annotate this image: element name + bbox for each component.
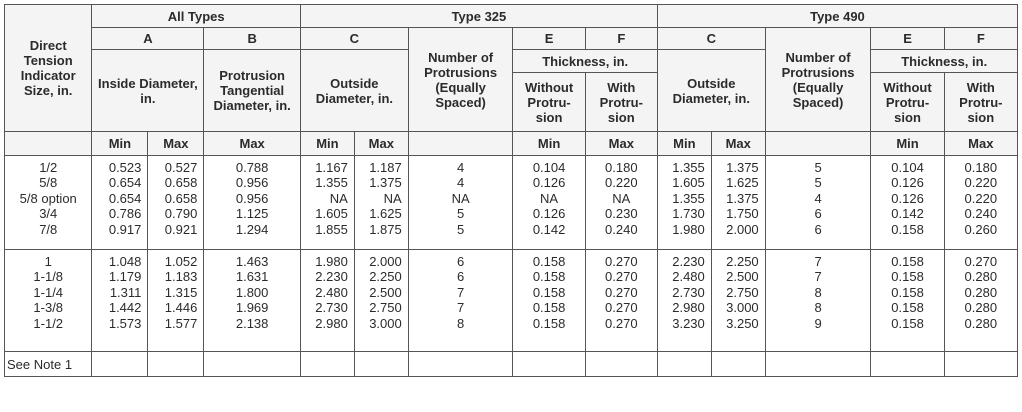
size-cell: [5, 156, 92, 250]
cell-value: 1-3/8: [33, 300, 64, 316]
header-max-c-490: Max: [711, 132, 765, 156]
size-cell: [5, 250, 92, 352]
cell-value: 0.523: [108, 160, 142, 175]
cell-value: 1.355: [315, 175, 348, 191]
table-group: [5, 156, 1018, 250]
cell-value: 7: [814, 254, 822, 269]
cell-value: 2.230: [672, 254, 705, 269]
cell-value: 0.280: [964, 315, 998, 331]
c490-min-cell: [657, 250, 711, 352]
cell-value: 1.625: [726, 175, 759, 191]
cell-value: 0.220: [964, 175, 998, 191]
header-max-a: Max: [148, 132, 204, 156]
dti-spec-table-wrapper: [4, 4, 1018, 410]
cell-value: 0.280: [964, 269, 998, 285]
cell-value: 2.980: [315, 315, 348, 331]
cell-value: 2.750: [726, 284, 759, 300]
cell-value: 1.573: [108, 315, 142, 331]
cell-value: 0.956: [235, 175, 269, 191]
e490-min-cell: [871, 250, 944, 352]
header-max-f-490: Max: [944, 132, 1017, 156]
cell-value: 0.240: [605, 221, 638, 237]
cell-value: 0.126: [891, 175, 924, 191]
cell-value: 2.500: [369, 284, 402, 300]
note-empty-cell: [585, 352, 657, 377]
cell-value: 0.270: [605, 254, 638, 269]
cell-value: 0.658: [164, 175, 198, 191]
cell-value: 0.180: [964, 160, 998, 175]
cell-value: 2.250: [726, 254, 759, 269]
cell-value: 5/8: [39, 175, 58, 191]
cell-value: 1.969: [235, 300, 269, 316]
e490-min-cell: [871, 156, 944, 250]
b-max-cell: [204, 156, 301, 250]
cell-value: 0.270: [605, 300, 638, 316]
cell-value: 0.104: [532, 160, 566, 175]
cell-value: 1.577: [164, 315, 198, 331]
header-all-types: All Types: [92, 5, 301, 28]
cell-value: 1.355: [672, 160, 705, 175]
cell-value: 2.000: [726, 221, 759, 237]
c490-min-cell: [657, 156, 711, 250]
cell-value: 2.730: [315, 300, 348, 316]
cell-value: 1/2: [39, 160, 58, 175]
cell-value: 1.183: [164, 269, 198, 285]
cell-value: 1.311: [109, 284, 142, 300]
header-min-e-325: Min: [513, 132, 585, 156]
cell-value: 0.142: [532, 221, 566, 237]
cell-value: 0.158: [891, 284, 924, 300]
header-thickness-490: Thickness, in.: [871, 50, 1018, 73]
cell-value: 2.480: [672, 269, 705, 285]
header-col-c-490: C: [657, 28, 765, 50]
note-empty-cell: [657, 352, 711, 377]
cell-value: 2.480: [315, 284, 348, 300]
a-min-cell: [92, 250, 148, 352]
cell-value: 0.220: [605, 175, 638, 191]
a-min-cell: [92, 156, 148, 250]
header-max-f-325: Max: [585, 132, 657, 156]
note-empty-cell: [148, 352, 204, 377]
cell-value: 3.000: [369, 315, 402, 331]
header-type-325: Type 325: [300, 5, 657, 28]
cell-value: 0.142: [891, 206, 924, 222]
c325-min-cell: [300, 156, 354, 250]
header-inside-diameter: Inside Diameter, in.: [92, 50, 204, 132]
cell-value: 0.158: [891, 315, 924, 331]
cell-value: 0.270: [964, 254, 998, 269]
cell-value: 1.355: [672, 190, 705, 206]
note-empty-cell: [204, 352, 301, 377]
header-outside-diameter-490: Outside Diameter, in.: [657, 50, 765, 132]
cell-value: NA: [540, 190, 559, 206]
cell-value: 6: [456, 269, 465, 285]
note-cell: See Note 1: [5, 352, 92, 377]
cell-value: 1.125: [235, 206, 269, 222]
cell-value: 1-1/2: [33, 315, 64, 331]
f490-max-cell: [944, 156, 1017, 250]
cell-value: 5/8 option: [19, 190, 77, 206]
header-max-c-325: Max: [354, 132, 408, 156]
cell-value: 1-1/4: [33, 284, 64, 300]
cell-value: 7/8: [39, 221, 58, 237]
c490-max-cell: [711, 156, 765, 250]
header-col-e-325: E: [513, 28, 585, 50]
cell-value: 5: [814, 160, 822, 175]
cell-value: 0.158: [532, 315, 566, 331]
cell-value: 0.527: [164, 160, 198, 175]
header-min-max-spacer: [5, 132, 92, 156]
cell-value: 0.158: [532, 284, 566, 300]
cell-value: 0.158: [891, 254, 924, 269]
cell-value: 6: [814, 221, 822, 237]
cell-value: 1.375: [726, 190, 759, 206]
cell-value: 9: [814, 315, 822, 331]
note-empty-cell: [871, 352, 944, 377]
note-empty-cell: [300, 352, 354, 377]
cell-value: 2.500: [726, 269, 759, 285]
note-row: [5, 352, 1018, 377]
cell-value: 1.800: [235, 284, 269, 300]
cell-value: 1.052: [164, 254, 198, 269]
cell-value: 0.158: [532, 269, 566, 285]
cell-value: 6: [456, 254, 465, 269]
note-empty-cell: [354, 352, 408, 377]
cell-value: 0.654: [108, 175, 142, 191]
cell-value: 1.167: [315, 160, 348, 175]
f325-max-cell: [585, 250, 657, 352]
c325-max-cell: [354, 250, 408, 352]
header-col-b: B: [204, 28, 301, 50]
cell-value: 0.280: [964, 300, 998, 316]
cell-value: 0.158: [891, 300, 924, 316]
header-with-protrusion-325: With Protru- sion: [585, 73, 657, 132]
cell-value: 6: [814, 206, 822, 222]
header-col-e-490: E: [871, 28, 944, 50]
cell-value: 1.875: [369, 221, 402, 237]
header-min-c-325: Min: [300, 132, 354, 156]
header-num-protrusions-325: Number of Protrusions (Equally Spaced): [408, 28, 513, 132]
cell-value: 0.270: [605, 284, 638, 300]
cell-value: 2.000: [369, 254, 402, 269]
cell-value: 0.658: [164, 190, 198, 206]
header-thickness-325: Thickness, in.: [513, 50, 657, 73]
header-col-f-490: F: [944, 28, 1017, 50]
cell-value: 8: [814, 284, 822, 300]
n490-cell: [765, 156, 871, 250]
cell-value: 0.220: [964, 190, 998, 206]
cell-value: 0.260: [964, 221, 998, 237]
cell-value: 0.158: [891, 269, 924, 285]
cell-value: 1.179: [108, 269, 142, 285]
note-empty-cell: [711, 352, 765, 377]
header-without-protrusion-490: Without Protru- sion: [871, 73, 944, 132]
cell-value: 0.788: [235, 160, 269, 175]
cell-value: 0.790: [164, 206, 198, 222]
cell-value: 0.786: [108, 206, 142, 222]
n325-cell: [408, 250, 513, 352]
note-empty-cell: [408, 352, 513, 377]
b-max-cell: [204, 250, 301, 352]
header-without-protrusion-325: Without Protru- sion: [513, 73, 585, 132]
cell-value: 1.625: [369, 206, 402, 222]
note-empty-cell: [944, 352, 1017, 377]
cell-value: 0.270: [605, 315, 638, 331]
cell-value: 0.180: [605, 160, 638, 175]
cell-value: 0.126: [532, 206, 566, 222]
cell-value: 1.442: [108, 300, 142, 316]
cell-value: 0.230: [605, 206, 638, 222]
cell-value: 1.631: [235, 269, 269, 285]
cell-value: 3.230: [672, 315, 705, 331]
c325-max-cell: [354, 156, 408, 250]
cell-value: NA: [329, 190, 348, 206]
cell-value: 7: [456, 300, 465, 316]
cell-value: 0.158: [891, 221, 924, 237]
cell-value: 0.104: [891, 160, 924, 175]
cell-value: 1.750: [726, 206, 759, 222]
cell-value: 3.000: [726, 300, 759, 316]
cell-value: 1.375: [369, 175, 402, 191]
header-min-a: Min: [92, 132, 148, 156]
a-max-cell: [148, 156, 204, 250]
cell-value: 1.187: [369, 160, 402, 175]
cell-value: 0.158: [532, 254, 566, 269]
cell-value: 4: [456, 175, 465, 191]
c325-min-cell: [300, 250, 354, 352]
note-empty-cell: [92, 352, 148, 377]
cell-value: 0.921: [164, 221, 198, 237]
cell-value: 1.980: [672, 221, 705, 237]
header-col-f-325: F: [585, 28, 657, 50]
header-type-490: Type 490: [657, 5, 1017, 28]
c490-max-cell: [711, 250, 765, 352]
cell-value: 4: [814, 190, 822, 206]
cell-value: NA: [383, 190, 402, 206]
header-min-c-490: Min: [657, 132, 711, 156]
cell-value: 1.605: [315, 206, 348, 222]
cell-value: 2.730: [672, 284, 705, 300]
f325-max-cell: [585, 156, 657, 250]
cell-value: 1-1/8: [33, 269, 64, 285]
cell-value: 1.446: [164, 300, 198, 316]
cell-value: 5: [814, 175, 822, 191]
header-size: Direct Tension Indicator Size, in.: [5, 5, 92, 132]
cell-value: 1.730: [672, 206, 705, 222]
cell-value: 1.980: [315, 254, 348, 269]
cell-value: 1.375: [726, 160, 759, 175]
cell-value: 0.126: [532, 175, 566, 191]
note-empty-cell: [513, 352, 585, 377]
header-outside-diameter-325: Outside Diameter, in.: [300, 50, 408, 132]
header-col-a: A: [92, 28, 204, 50]
cell-value: 2.250: [369, 269, 402, 285]
f490-max-cell: [944, 250, 1017, 352]
cell-value: 3.250: [726, 315, 759, 331]
cell-value: 0.270: [605, 269, 638, 285]
cell-value: 1.048: [108, 254, 142, 269]
cell-value: 4: [456, 160, 465, 175]
header-with-protrusion-490: With Protru- sion: [944, 73, 1017, 132]
cell-value: 1.605: [672, 175, 705, 191]
header-n-490-spacer: [765, 132, 871, 156]
header-col-c-325: C: [300, 28, 408, 50]
header-min-e-490: Min: [871, 132, 944, 156]
header-n-325-spacer: [408, 132, 513, 156]
cell-value: 1.294: [235, 221, 269, 237]
cell-value: 0.240: [964, 206, 998, 222]
cell-value: 2.750: [369, 300, 402, 316]
cell-value: 0.654: [108, 190, 142, 206]
n490-cell: [765, 250, 871, 352]
cell-value: 1.315: [164, 284, 198, 300]
cell-value: 1.855: [315, 221, 348, 237]
cell-value: 0.956: [235, 190, 269, 206]
a-max-cell: [148, 250, 204, 352]
cell-value: 1: [44, 254, 52, 269]
cell-value: 2.138: [235, 315, 269, 331]
e325-min-cell: [513, 250, 585, 352]
cell-value: NA: [451, 190, 470, 206]
dti-spec-table: [4, 4, 1018, 377]
cell-value: 3/4: [39, 206, 58, 222]
n325-cell: [408, 156, 513, 250]
cell-value: NA: [612, 190, 631, 206]
e325-min-cell: [513, 156, 585, 250]
cell-value: 8: [814, 300, 822, 316]
cell-value: 5: [456, 221, 465, 237]
cell-value: 2.230: [315, 269, 348, 285]
cell-value: 0.158: [532, 300, 566, 316]
cell-value: 2.980: [672, 300, 705, 316]
header-protrusion-tangential: Protrusion Tangential Diameter, in.: [204, 50, 301, 132]
cell-value: 7: [814, 269, 822, 285]
header-max-b: Max: [204, 132, 301, 156]
header-num-protrusions-490: Number of Protrusions (Equally Spaced): [765, 28, 871, 132]
table-group: [5, 250, 1018, 352]
cell-value: 0.126: [891, 190, 924, 206]
note-empty-cell: [765, 352, 871, 377]
cell-value: 7: [456, 284, 465, 300]
cell-value: 0.280: [964, 284, 998, 300]
cell-value: 8: [456, 315, 465, 331]
cell-value: 0.917: [108, 221, 142, 237]
cell-value: 5: [456, 206, 465, 222]
cell-value: 1.463: [235, 254, 269, 269]
